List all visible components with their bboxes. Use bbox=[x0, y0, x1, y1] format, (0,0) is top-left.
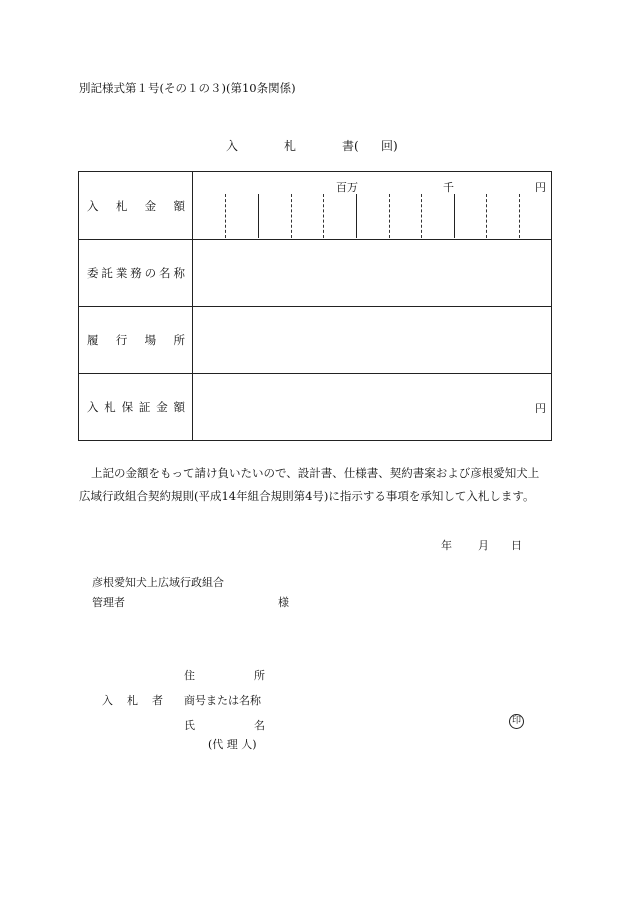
digit-divider bbox=[356, 194, 357, 238]
contract-name-label bbox=[79, 240, 193, 307]
date-day: 日 bbox=[511, 539, 522, 552]
agent-label: (代 理 人) bbox=[208, 738, 257, 751]
bid-amount-field[interactable] bbox=[193, 172, 552, 240]
guarantee-field[interactable] bbox=[193, 374, 552, 441]
date-year: 年 bbox=[441, 539, 452, 552]
digit-divider bbox=[225, 194, 226, 238]
label-char: 入 bbox=[87, 400, 99, 414]
label-char: 行 bbox=[115, 333, 128, 347]
digit-divider bbox=[323, 194, 324, 238]
bidder-company-label: 商号または名称 bbox=[184, 694, 261, 707]
label-char: 場 bbox=[144, 333, 157, 347]
location-label bbox=[79, 307, 193, 374]
title-char: 札 bbox=[284, 139, 297, 153]
bidder-label bbox=[102, 692, 177, 708]
seal-icon: 印 bbox=[509, 714, 524, 729]
bidder-label-char: 者 bbox=[152, 694, 163, 707]
label-char: 所 bbox=[173, 333, 185, 347]
date-month: 月 bbox=[478, 539, 489, 552]
label-char: 名 bbox=[159, 266, 171, 280]
addressee-org: 彦根愛知犬上広域行政組合 bbox=[92, 576, 224, 589]
label-char: 業 bbox=[115, 266, 128, 280]
statement bbox=[79, 462, 559, 508]
label-char: 委 bbox=[87, 266, 99, 280]
unit-million: 百万 bbox=[336, 181, 358, 194]
addressee-honorific: 様 bbox=[278, 596, 289, 609]
contract-name-field[interactable] bbox=[193, 240, 552, 307]
label-char: 保 bbox=[121, 400, 134, 414]
digit-divider bbox=[258, 194, 259, 238]
digit-divider bbox=[389, 194, 390, 238]
title-char: 回) bbox=[381, 139, 398, 153]
unit-thousand: 千 bbox=[443, 181, 454, 194]
addressee-manager: 管理者 bbox=[92, 596, 125, 609]
label-char: 金 bbox=[144, 198, 157, 213]
location-field[interactable] bbox=[193, 307, 552, 374]
digit-divider bbox=[486, 194, 487, 238]
label-char: 託 bbox=[101, 266, 113, 280]
form-number: 別記様式第１号(その１の３)(第10条関係) bbox=[79, 81, 296, 95]
bidder-label-char: 札 bbox=[127, 694, 138, 707]
digit-divider bbox=[421, 194, 422, 238]
label-char: 金 bbox=[156, 400, 168, 414]
title-char: 書( bbox=[342, 139, 359, 153]
guarantee-unit-yen: 円 bbox=[535, 402, 546, 415]
bidder-name-char: 名 bbox=[254, 719, 265, 732]
label-char: 額 bbox=[173, 198, 185, 213]
label-char: 証 bbox=[138, 400, 151, 414]
label-char: 履 bbox=[87, 333, 99, 347]
bid-table bbox=[78, 171, 552, 441]
guarantee-label bbox=[79, 374, 193, 441]
statement-line: 上記の金額をもって請け負いたいので、設計書、仕様書、契約書案および彦根愛知犬上 bbox=[91, 466, 540, 480]
bidder-address-char: 住 bbox=[184, 669, 195, 682]
label-char: 札 bbox=[115, 198, 128, 213]
label-char: 称 bbox=[173, 266, 185, 280]
label-char: 務 bbox=[130, 266, 142, 280]
label-char: の bbox=[144, 266, 157, 280]
unit-yen: 円 bbox=[535, 181, 546, 194]
digit-divider bbox=[454, 194, 455, 238]
label-char: 札 bbox=[104, 400, 116, 414]
bidder-address-char: 所 bbox=[254, 669, 265, 682]
label-char: 額 bbox=[173, 400, 185, 414]
statement-line: 広域行政組合契約規則(平成14年組合規則第4号)に指示する事項を承知して入札します。 bbox=[79, 489, 535, 503]
bidder-name-char: 氏 bbox=[184, 719, 195, 732]
digit-divider bbox=[519, 194, 520, 238]
label-char: 入 bbox=[87, 198, 99, 213]
bidder-label-char: 入 bbox=[102, 694, 113, 707]
digit-divider bbox=[291, 194, 292, 238]
bid-amount-label bbox=[79, 172, 193, 240]
title-char: 入 bbox=[226, 139, 239, 153]
